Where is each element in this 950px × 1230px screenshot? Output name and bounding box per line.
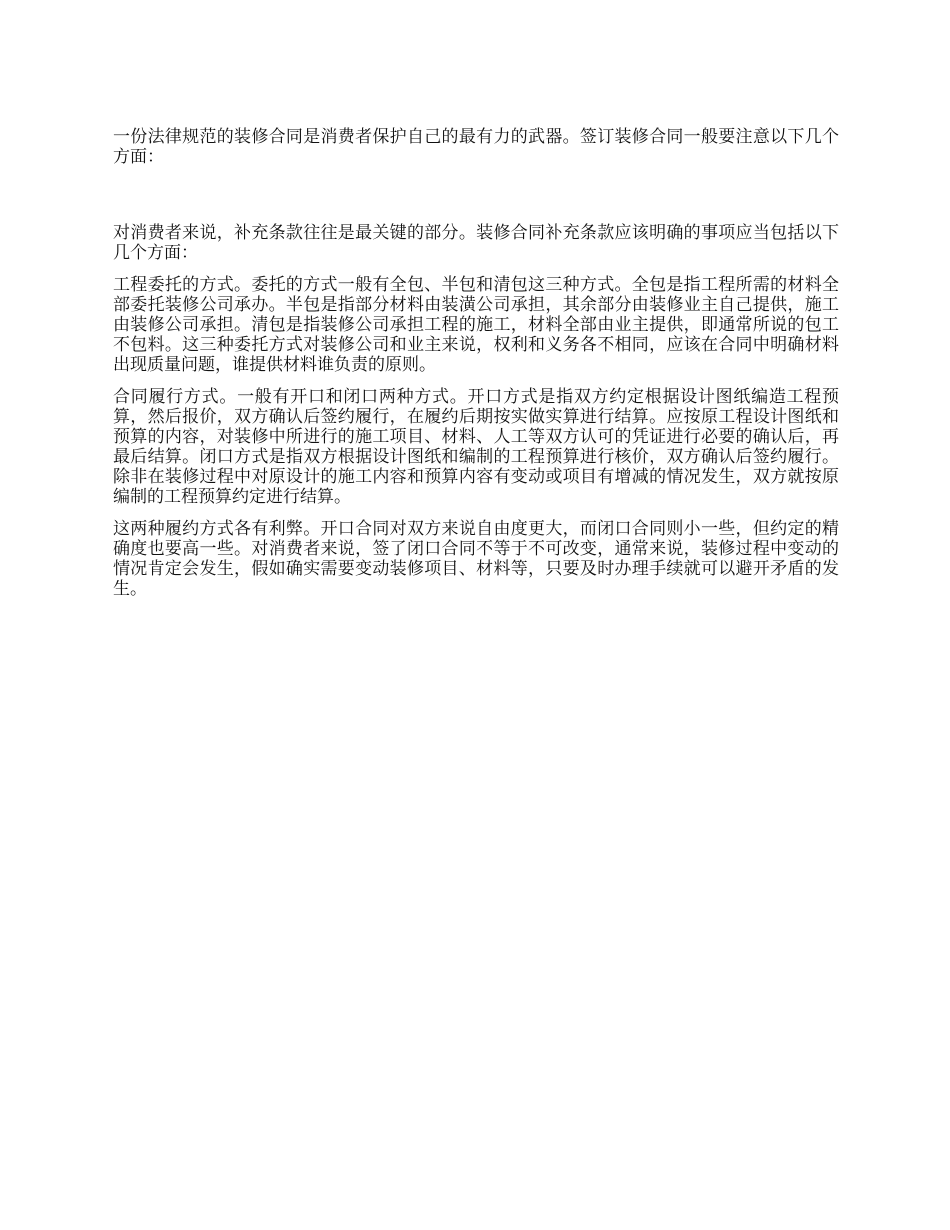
paragraph-commission-method: 工程委托的方式。委托的方式一般有全包、半包和清包这三种方式。全包是指工程所需的材料全部委托装修公司承办。半包是指部分材料由装潢公司承担，其余部分由装修业主自己提供，施工由装修公司承担。清包是指装修公司承担工程的施工，材料全部由业主提供，即通常所说的包工不包料。这三种委托方式对装修公司和业主来说，权利和义务各不相同，应该在合同中明确材料出现质量问题，谁提供材料谁负责的原则。 <box>113 275 839 375</box>
paragraph-performance-method: 合同履行方式。一般有开口和闭口两种方式。开口方式是指双方约定根据设计图纸编造工程预算，然后报价，双方确认后签约履行，在履约后期按实做实算进行结算。应按原工程设计图纸和预算的内容，对装修中所进行的施工项目、材料、人工等双方认可的凭证进行必要的确认后，再最后结算。闭口方式是指双方根据设计图纸和编制的工程预算进行核价，双方确认后签约履行。除非在装修过程中对原设计的施工内容和预算内容有变动或项目有增减的情况发生，双方就按原编制的工程预算约定进行结算。 <box>113 387 839 507</box>
paragraph-supplementary-clauses: 对消费者来说，补充条款往往是最关键的部分。装修合同补充条款应该明确的事项应当包括以下几个方面： <box>113 223 839 263</box>
paragraph-pros-cons: 这两种履约方式各有利弊。开口合同对双方来说自由度更大，而闭口合同则小一些，但约定的精确度也要高一些。对消费者来说，签了闭口合同不等于不可改变，通常来说，装修过程中变动的情况肯定会发生，假如确实需要变动装修项目、材料等，只要及时办理手续就可以避开矛盾的发生。 <box>113 519 839 599</box>
paragraph-intro: 一份法律规范的装修合同是消费者保护自己的最有力的武器。签订装修合同一般要注意以下几个方面： <box>113 127 839 167</box>
document-body <box>113 127 839 599</box>
